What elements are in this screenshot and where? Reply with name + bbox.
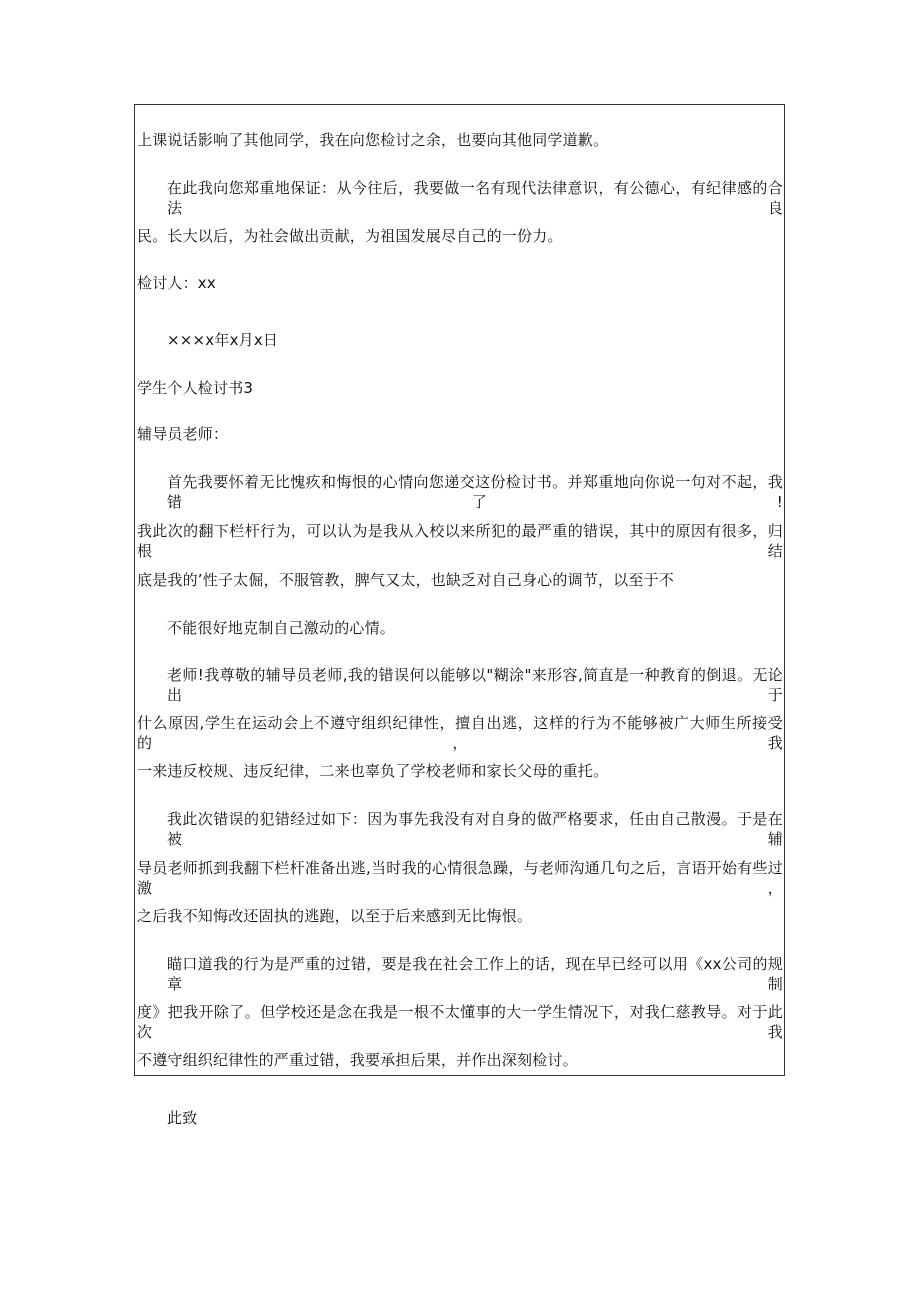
paragraph-line: 度》把我开除了。但学校还是念在我是一根不太懂事的大一学生情况下，对我仁慈教导。对于此次我 (137, 1003, 783, 1041)
paragraph-line: 一来违反校规、违反纪律，二来也辜负了学校老师和家长父母的重托。 (137, 762, 609, 780)
paragraph-line: 之后我不知悔改还固执的逃跑，以至于后来感到无比悔恨。 (137, 907, 533, 925)
paragraph-line: 底是我的’性子太倔，不服管教，脾气又太，也缺乏对自己身心的调节，以至于不 (137, 571, 674, 589)
section-title: 学生个人检讨书3 (137, 379, 254, 397)
salutation: 辅导员老师： (137, 425, 229, 443)
paragraph-line: 上课说话影响了其他同学，我在向您检讨之余，也要向其他同学道歉。 (137, 131, 609, 149)
date-line: ×××x年x月x日 (167, 331, 279, 349)
paragraph-line: 不能很好地克制自己激动的心情。 (167, 619, 396, 637)
paragraph-line: 什么原因,学生在运动会上不遵守组织纪律性，擅自出逃，这样的行为不能够被广大师生所接受的，我 (137, 714, 783, 752)
paragraph-line: 不遵守组织纪律性的严重过错，我要承担后果，并作出深刻检讨。 (137, 1051, 578, 1069)
paragraph-line: 民。长大以后，为社会做出贡献，为祖国发展尽自己的一份力。 (137, 227, 563, 245)
signer-line: 检讨人：xx (137, 274, 216, 292)
paragraph-line: 导员老师抓到我翻下栏杆准备出逃,当时我的心情很急躁，与老师沟通几句之后，言语开始有些过激， (137, 859, 783, 897)
paragraph-line: 我此次的翻下栏杆行为，可以认为是我从入校以来所犯的最严重的错误，其中的原因有很多，归根结 (137, 522, 783, 560)
paragraph-line: 首先我要怀着无比愧疚和悔恨的心情向您递交这份检讨书。并郑重地向你说一句对不起，我错了! (167, 473, 783, 511)
paragraph-line: 瞄口道我的行为是严重的过错，要是我在社会工作上的话，现在早已经可以用《xx公司的规章制 (167, 955, 783, 993)
paragraph-line: 我此次错误的犯错经过如下：因为事先我没有对自身的做严格要求，任由自己散漫。于是在被辅 (167, 810, 783, 848)
closing-line: 此致 (167, 1109, 198, 1127)
paragraph-line: 在此我向您郑重地保证：从今往后，我要做一名有现代法律意识，有公德心，有纪律感的合法良 (167, 179, 783, 217)
document-frame (134, 104, 785, 1076)
paragraph-line: 老师!我尊敬的辅导员老师,我的错误何以能够以"糊涂"来形容,简直是一种教育的倒退。无论出于 (167, 666, 783, 704)
